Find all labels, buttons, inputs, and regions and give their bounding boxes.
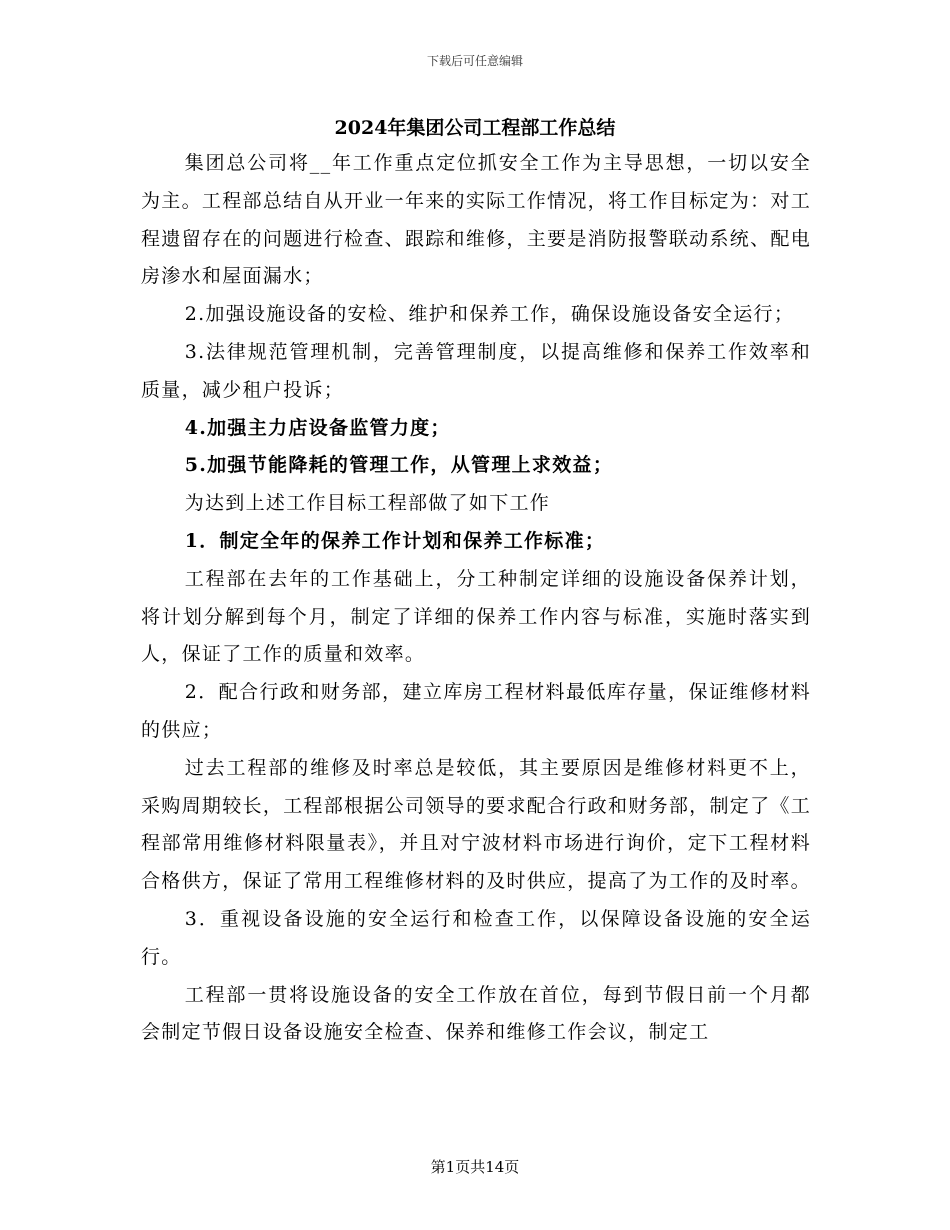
paragraph: 工程部一贯将设施设备的安全工作放在首位，每到节假日前一个月都会制定节假日设备设施安全检查、保养和维修工作会议，制定工	[141, 983, 811, 1044]
header-note: 下载后可任意编辑	[426, 54, 523, 68]
page-number-footer: 第1页共14页	[430, 1158, 520, 1176]
paragraph: 3.法律规范管理机制，完善管理制度，以提高维修和保养工作效率和质量，减少租户投诉；	[141, 340, 811, 401]
paragraph: 2．配合行政和财务部，建立库房工程材料最低库存量，保证维修材料的供应；	[141, 681, 811, 741]
paragraph: 4.加强主力店设备监管力度；	[184, 416, 451, 439]
paragraph: 为达到上述工作目标工程部做了如下工作	[184, 492, 551, 515]
paragraph: 1．制定全年的保养工作计划和保养工作标准；	[184, 529, 606, 552]
paragraph: 3．重视设备设施的安全运行和检查工作，以保障设备设施的安全运行。	[141, 907, 811, 968]
document-body	[141, 145, 811, 1052]
paragraph: 2.加强设施设备的安检、维护和保养工作，确保设施设备安全运行；	[184, 303, 795, 326]
document-title: 2024年集团公司工程部工作总结	[334, 117, 616, 139]
paragraph: 5.加强节能降耗的管理工作，从管理上求效益；	[184, 454, 614, 477]
paragraph: 过去工程部的维修及时率总是较低，其主要原因是维修材料更不上，采购周期较长，工程部根据公司领导的要求配合行政和财务部，制定了《工程部常用维修材料限量表》，并且对宁波材料市场进行询价，定下工程材料合格供方，保证了常用工程维修材料的及时供应，提高了为工作的及时率。	[141, 756, 811, 893]
paragraph: 集团总公司将__年工作重点定位抓安全工作为主导思想，一切以安全为主。工程部总结自从开业一年来的实际工作情况，将工作目标定为：对工程遗留存在的问题进行检查、跟踪和维修，主要是消防报警联动系统、配电房渗水和屋面漏水；	[141, 152, 811, 288]
paragraph: 工程部在去年的工作基础上，分工种制定详细的设施设备保养计划，将计划分解到每个月，制定了详细的保养工作内容与标准，实施时落实到人，保证了工作的质量和效率。	[141, 567, 811, 666]
